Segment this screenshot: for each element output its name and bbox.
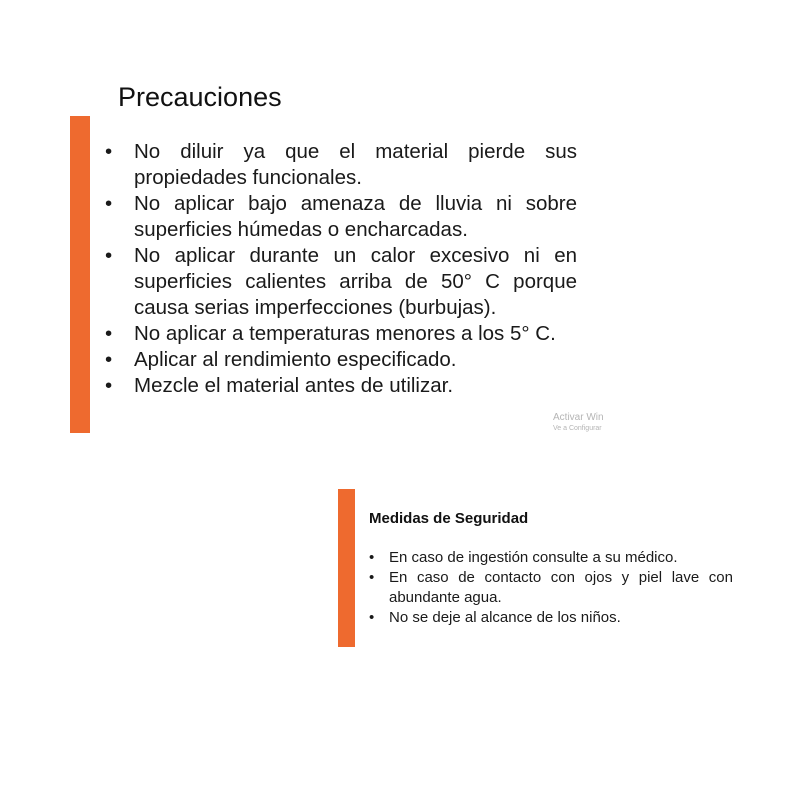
bullet: •	[105, 374, 113, 397]
precauciones-title: Precauciones	[118, 82, 282, 112]
list-item-text: Mezcle el material antes de utilizar.	[134, 374, 454, 397]
list-item-text: No diluir ya que el material pierde sus propiedades funcionales.	[134, 140, 577, 189]
list-item-text: En caso de contacto con ojos y piel lave con abundante agua.	[389, 569, 733, 606]
seguridad-accent-bar	[338, 489, 355, 647]
precauciones-accent-bar	[70, 116, 90, 433]
bullet: •	[105, 140, 113, 163]
list-item	[105, 139, 577, 191]
list-item-text: No aplicar bajo amenaza de lluvia ni sobre superficies húmedas o encharcadas.	[134, 192, 577, 241]
seguridad-title: Medidas de Seguridad	[369, 510, 529, 527]
bullet: •	[369, 549, 375, 566]
bullet: •	[105, 348, 113, 371]
bullet: •	[369, 609, 375, 626]
list-item	[369, 608, 733, 628]
list-item	[105, 191, 577, 243]
list-item	[105, 347, 577, 373]
list-item-text: Aplicar al rendimiento especificado.	[134, 348, 457, 371]
list-item	[369, 568, 733, 608]
list-item	[105, 321, 577, 347]
bullet: •	[369, 569, 375, 586]
bullet: •	[105, 244, 113, 267]
watermark-line-1: Activar Win	[553, 412, 604, 423]
list-item	[105, 373, 577, 399]
list-item-text: No se deje al alcance de los niños.	[389, 609, 621, 626]
list-item	[105, 243, 577, 321]
watermark-line-2: Ve a Configurar	[553, 425, 602, 432]
seguridad-list	[369, 548, 733, 628]
precauciones-list	[105, 139, 577, 399]
list-item	[369, 548, 733, 568]
list-item-text: No aplicar durante un calor excesivo ni en superficies calientes arriba de 50° C porque causa serias imperfecciones (burbujas).	[134, 244, 577, 319]
activation-watermark	[553, 412, 604, 433]
list-item-text: No aplicar a temperaturas menores a los 5° C.	[134, 322, 556, 345]
list-item-text: En caso de ingestión consulte a su médico.	[389, 549, 678, 566]
bullet: •	[105, 192, 113, 215]
bullet: •	[105, 322, 113, 345]
